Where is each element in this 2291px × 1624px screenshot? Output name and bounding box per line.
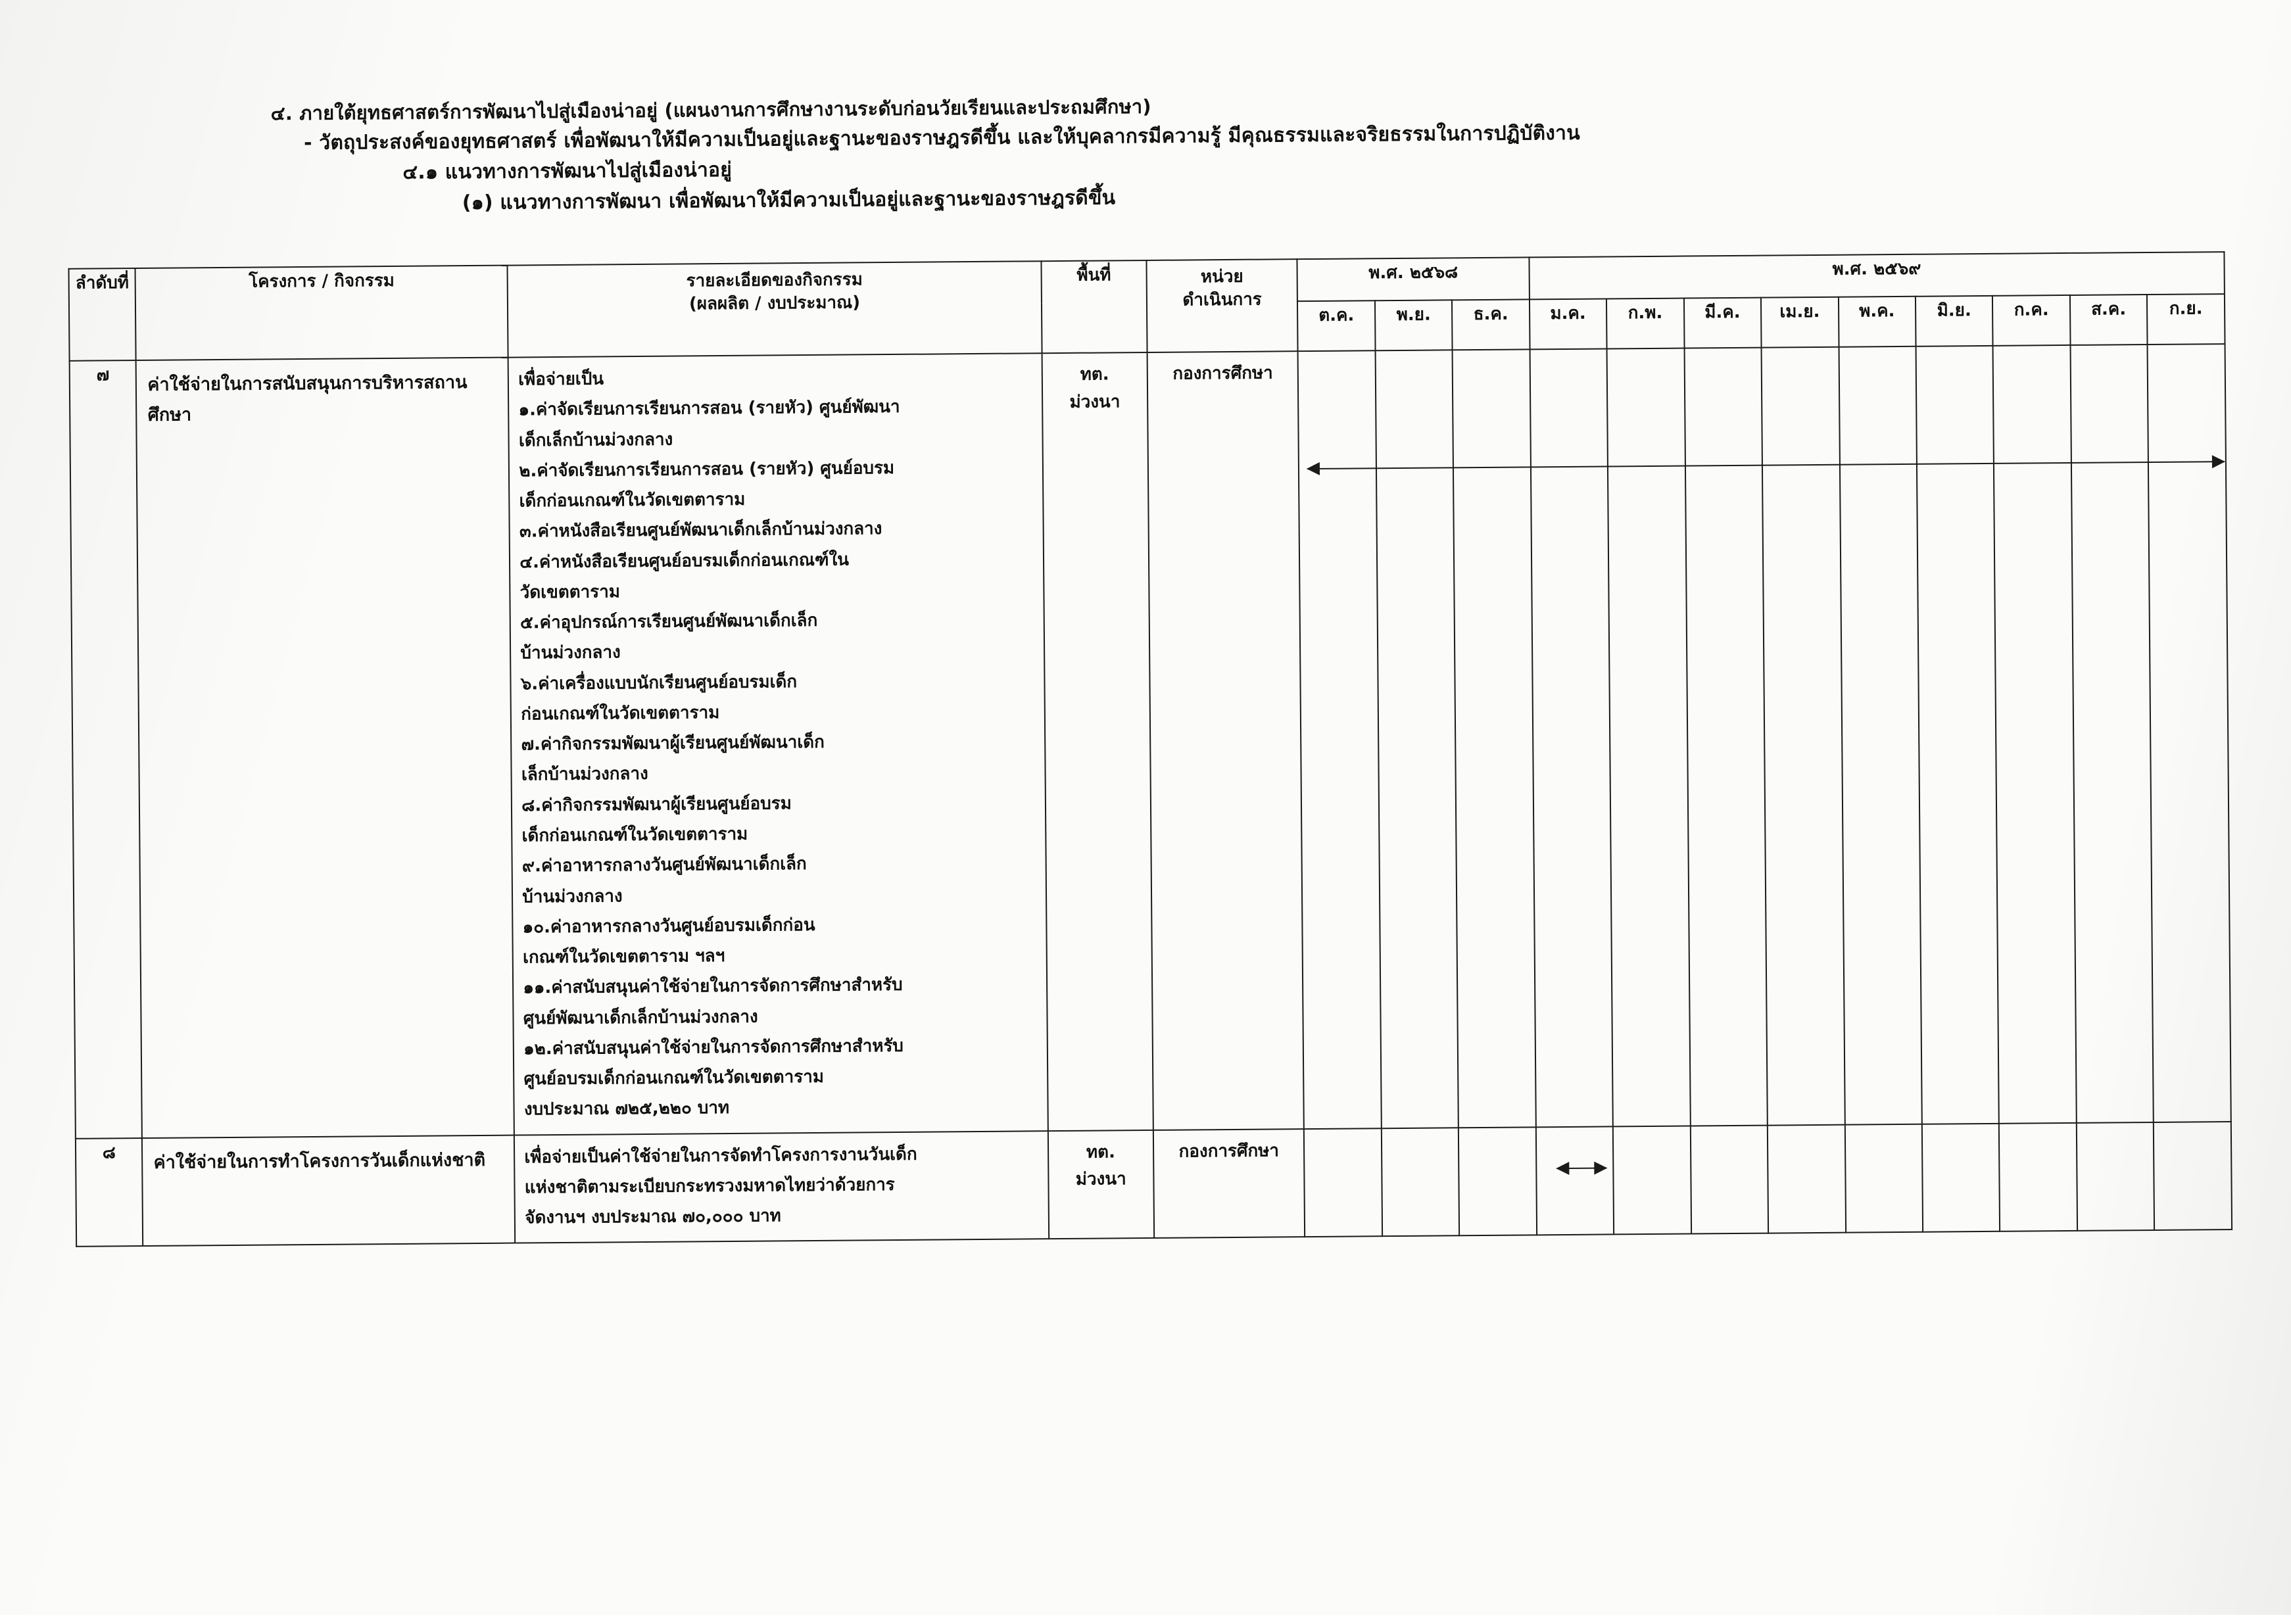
detail-line: เพื่อจ่ายเป็น <box>518 369 604 390</box>
row-area <box>1042 352 1153 1131</box>
row-project <box>142 1135 515 1246</box>
row-detail <box>514 1131 1049 1243</box>
row-area-line2: ม่วงนา <box>1075 1169 1126 1190</box>
header-year-2569: พ.ศ. ๒๕๖๙ <box>1529 252 2225 299</box>
detail-line: บ้านม่วงกลาง <box>522 886 623 907</box>
detail-line: งบประมาณ ๗๒๕,๒๒๐ บาท <box>523 1098 730 1120</box>
heading-line-4: (๑) แนวทางการพัฒนา เพื่อพัฒนาให้มีความเป็นอยู่และฐานะของราษฎรดีขึ้น <box>462 186 1116 215</box>
detail-line: ๑๐.ค่าอาหารกลางวันศูนย์อบรมเด็กก่อน <box>522 915 815 938</box>
detail-line: ๑.ค่าจัดเรียนการเรียนการสอน (รายหัว) ศูนย์พัฒนา <box>518 397 900 420</box>
gantt-cell-sep <box>2148 344 2231 1122</box>
gantt-cell-dec <box>1459 1127 1537 1236</box>
detail-line: ๔.ค่าหนังสือเรียนศูนย์อบรมเด็กก่อนเกณฑ์ใน <box>519 550 850 573</box>
detail-line: เด็กก่อนเกณฑ์ในวัดเขตตาราม <box>521 824 748 846</box>
detail-line: แห่งชาติตามระเบียบกระทรวงมหาดไทยว่าด้วยการ <box>524 1174 895 1198</box>
gantt-cell-dec <box>1453 349 1536 1128</box>
row-area-line2: ม่วงนา <box>1069 391 1121 412</box>
header-detail-line2: (ผลผลิต / งบประมาณ) <box>688 293 861 314</box>
header-month-nov: พ.ย. <box>1375 300 1453 350</box>
development-plan-table <box>68 251 2233 1247</box>
header-org-line1: หน่วย <box>1200 266 1243 287</box>
header-month-oct: ต.ค. <box>1297 300 1375 351</box>
header-project: โครงการ / กิจกรรม <box>135 266 508 360</box>
row-project-text: ค่าใช้จ่ายในการทำโครงการวันเด็กแห่งชาติ <box>153 1149 486 1173</box>
gantt-cell-nov <box>1375 350 1459 1128</box>
detail-line: เพื่อจ่ายเป็นค่าใช้จ่ายในการจัดทำโครงการงานวันเด็ก <box>524 1144 917 1168</box>
header-month-jun: มิ.ย. <box>1916 296 1993 346</box>
detail-line: ศูนย์พัฒนาเด็กเล็กบ้านม่วงกลาง <box>523 1007 758 1029</box>
detail-line: ๘.ค่ากิจกรรมพัฒนาผู้เรียนศูนย์อบรม <box>521 793 792 816</box>
gantt-cell-apr <box>1768 1124 1846 1233</box>
gantt-cell-nov <box>1382 1128 1460 1237</box>
detail-line: วัดเขตตาราม <box>519 582 621 603</box>
detail-line: ๑๑.ค่าสนับสนุนค่าใช้จ่ายในการจัดการศึกษาสำหรับ <box>523 975 903 998</box>
row-project-text: ค่าใช้จ่ายในการสนับสนุนการบริหารสถานศึกษา <box>147 372 468 425</box>
row-area-line1: ทต. <box>1080 364 1109 385</box>
gantt-cell-jun <box>1922 1123 2000 1232</box>
header-detail-line1: รายละเอียดของกิจกรรม <box>686 270 863 291</box>
detail-line: ๙.ค่าอาหารกลางวันศูนย์พัฒนาเด็กเล็ก <box>521 854 807 876</box>
detail-line: บ้านม่วงกลาง <box>520 642 621 663</box>
gantt-cell-may <box>1839 346 1922 1125</box>
row-detail <box>508 353 1048 1135</box>
row-org <box>1153 1129 1305 1239</box>
header-month-apr: เม.ย. <box>1761 297 1839 348</box>
row-org <box>1147 351 1304 1130</box>
gantt-cell-oct <box>1298 350 1382 1129</box>
header-month-sep: ก.ย. <box>2147 294 2225 345</box>
detail-line: ศูนย์อบรมเด็กก่อนเกณฑ์ในวัดเขตตาราม <box>523 1066 825 1089</box>
header-month-may: พ.ค. <box>1838 297 1916 347</box>
gantt-cell-apr <box>1762 347 1845 1126</box>
gantt-cell-jan <box>1536 1126 1614 1235</box>
gantt-cell-mar <box>1684 348 1768 1126</box>
row-org-text: กองการศึกษา <box>1178 1141 1280 1162</box>
detail-line: ๕.ค่าอุปกรณ์การเรียนศูนย์พัฒนาเด็กเล็ก <box>519 611 818 633</box>
header-month-aug: ส.ค. <box>2070 295 2148 345</box>
heading-block <box>93 84 2185 222</box>
detail-line: ๗.ค่ากิจกรรมพัฒนาผู้เรียนศูนย์พัฒนาเด็ก <box>521 732 825 755</box>
row-org-text: กองการศึกษา <box>1172 363 1273 384</box>
table-row <box>70 344 2231 1138</box>
table-row <box>76 1122 2232 1247</box>
detail-line: ๑๒.ค่าสนับสนุนค่าใช้จ่ายในการจัดการศึกษาสำหรับ <box>523 1036 904 1059</box>
gantt-cell-mar <box>1690 1125 1768 1234</box>
header-year-2568: พ.ศ. ๒๕๖๘ <box>1297 257 1530 301</box>
gantt-cell-feb <box>1613 1126 1691 1235</box>
row-no: ๘ <box>76 1138 143 1247</box>
header-month-mar: มี.ค. <box>1684 298 1762 348</box>
detail-line: เด็กก่อนเกณฑ์ในวัดเขตตาราม <box>519 489 746 512</box>
row-detail-list <box>509 354 1048 1134</box>
header-org-line2: ดำเนินการ <box>1182 289 1262 310</box>
heading-line-2: - วัตถุประสงค์ของยุทธศาสตร์ เพื่อพัฒนาให้มีความเป็นอยู่และฐานะของราษฎรดีขึ้น และให้บุคลากรมีความรู้ มีคุณธรรมและจริยธรรมในการปฏิบัติงาน <box>303 121 1580 155</box>
header-org <box>1146 259 1298 352</box>
row-detail-list <box>515 1132 1048 1243</box>
heading-line-3: ๔.๑ แนวทางการพัฒนาไปสู่เมืองน่าอยู่ <box>402 158 733 185</box>
plan-table-wrapper <box>68 251 2233 1247</box>
detail-line: ๒.ค่าจัดเรียนการเรียนการสอน (รายหัว) ศูนย์อบรม <box>519 458 895 481</box>
header-month-jan: ม.ค. <box>1530 299 1607 349</box>
row-no: ๗ <box>70 360 143 1138</box>
gantt-cell-may <box>1845 1124 1923 1233</box>
detail-line: เกณฑ์ในวัดเขตตาราม ฯลฯ <box>522 946 725 968</box>
header-month-jul: ก.ค. <box>1992 295 2070 346</box>
gantt-cell-jun <box>1916 346 1999 1124</box>
row-area-line1: ทต. <box>1086 1142 1115 1162</box>
row-project <box>136 358 514 1138</box>
detail-line: เล็กบ้านม่วงกลาง <box>521 764 648 785</box>
gantt-cell-jul <box>1999 1123 2077 1232</box>
gantt-cell-jan <box>1530 348 1613 1127</box>
header-detail <box>508 261 1042 357</box>
detail-line: ก่อนเกณฑ์ในวัดเขตตาราม <box>521 703 720 725</box>
header-area: พื้นที่ <box>1041 260 1147 353</box>
row-area <box>1048 1130 1154 1239</box>
detail-line: ๖.ค่าเครื่องแบบนักเรียนศูนย์อบรมเด็ก <box>520 671 798 694</box>
detail-line: เด็กเล็กบ้านม่วงกลาง <box>518 429 673 450</box>
gantt-cell-feb <box>1607 348 1691 1127</box>
detail-line: ๓.ค่าหนังสือเรียนศูนย์พัฒนาเด็กเล็กบ้านม่วงกลาง <box>519 519 882 542</box>
header-month-dec: ธ.ค. <box>1452 299 1530 350</box>
gantt-cell-aug <box>2077 1122 2155 1231</box>
header-month-feb: ก.พ. <box>1606 299 1684 349</box>
gantt-cell-aug <box>2070 345 2154 1123</box>
detail-line: จัดงานฯ งบประมาณ ๗๐,๐๐๐ บาท <box>525 1206 781 1228</box>
gantt-cell-sep <box>2154 1122 2232 1231</box>
header-no: ลำดับที่ <box>69 268 137 361</box>
gantt-cell-oct <box>1304 1128 1382 1237</box>
gantt-cell-jul <box>1993 345 2077 1124</box>
heading-line-1: ๔. ภายใต้ยุทธศาสตร์การพัฒนาไปสู่เมืองน่าอยู่ (แผนงานการศึกษางานระดับก่อนวัยเรียนและประถมศึกษา) <box>270 95 1151 125</box>
